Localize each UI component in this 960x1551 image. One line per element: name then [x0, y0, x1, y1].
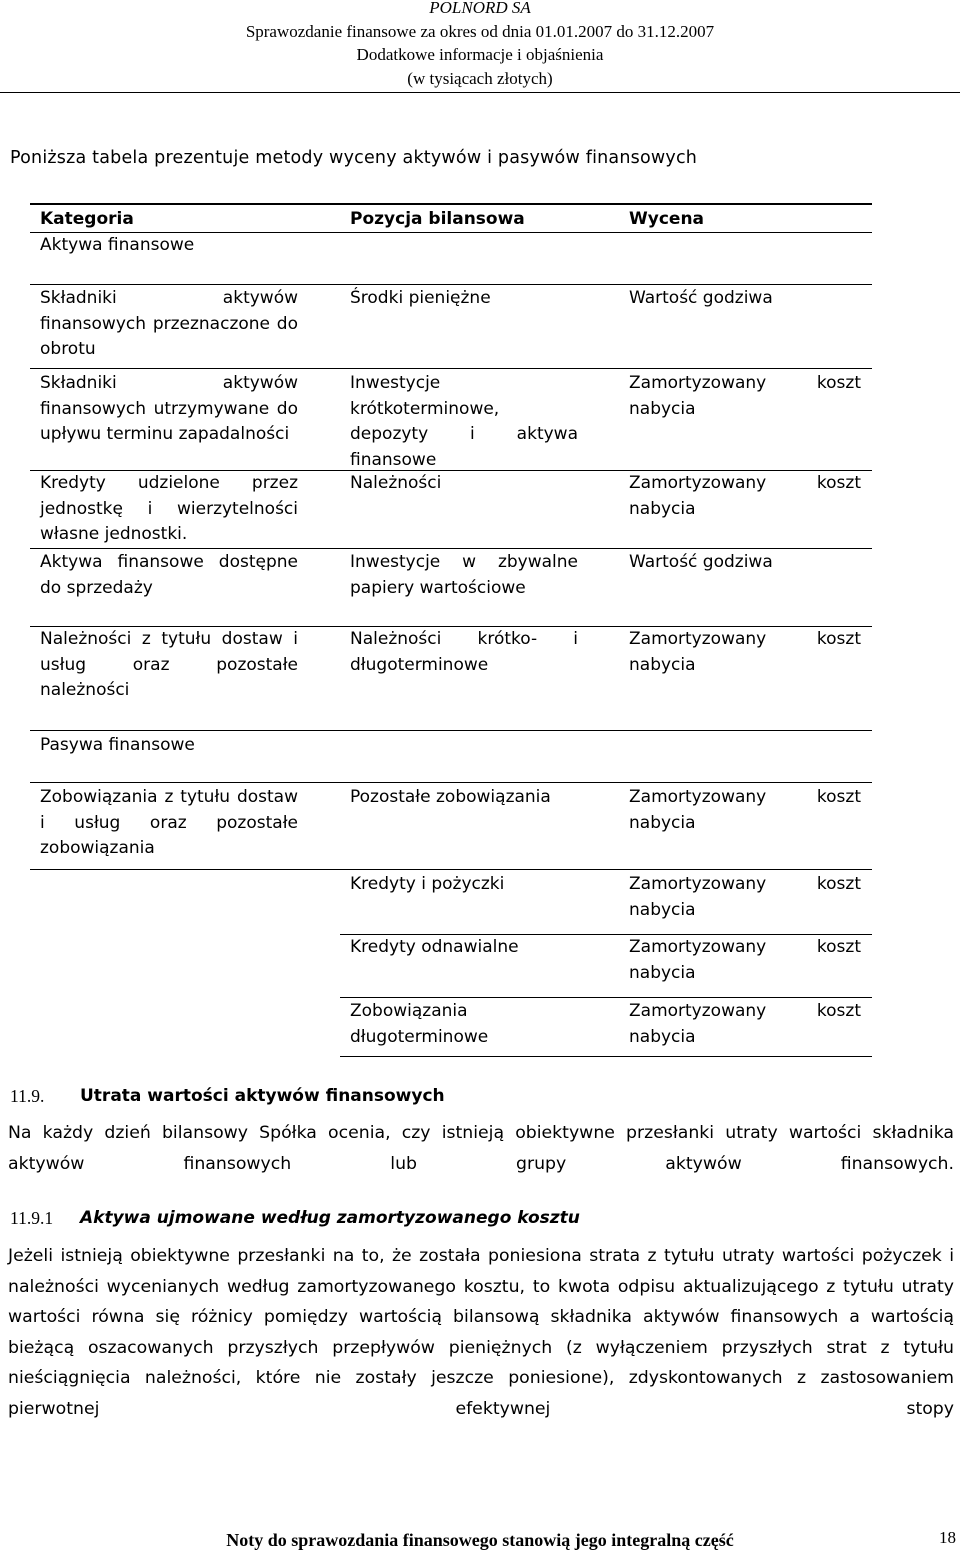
section-1191-number: 11.9.1 — [10, 1208, 54, 1228]
table-row-6-position: Pozostałe zobowiązania — [350, 787, 551, 807]
table-row-1-valuation: Wartość godziwa — [629, 288, 773, 308]
table-row-7-position: Kredyty i pożyczki — [350, 874, 505, 894]
row-1-rule — [30, 368, 872, 369]
table-row-3-category: Kredyty udzielone przez jednostkę i wierzytelności własne jednostki. — [40, 473, 298, 544]
section-title: Dodatkowe informacje i objaśnienia — [356, 45, 604, 64]
table-row-8-position: Kredyty odnawialne — [350, 937, 519, 957]
section-119-text: Na każdy dzień bilansowy Spółka ocenia, czy istnieją obiektywne przesłanki utraty wartości składnika aktywów finansowych lub grupy aktywów finansowych. — [8, 1123, 954, 1174]
table-row-5-category: Należności z tytułu dostaw i usług oraz pozostałe należności — [40, 629, 298, 700]
table-row-4-valuation: Wartość godziwa — [629, 552, 773, 572]
table-row-2-position: Inwestycje krótkoterminowe, depozyty i aktywa finansowe — [350, 373, 578, 470]
section-1191-text: Jeżeli istnieją obiektywne przesłanki na to, że została poniesiona strata z tytułu utraty wartości pożyczek i należności wycenianych według zamortyzowanego kosztu, to kwota odpisu aktualizującego z tytułu utraty wartości równa się różnicy pomiędzy wartością bilansową składnika aktywów finansowych a wartością bieżącą oszacowanych przyszłych przepływów pieniężnych (z wyłączeniem przyszłych strat z tytułu nieściągnięcia należności, które nie zostały jeszcze poniesione), zdyskontowanych z zastosowaniem pierwotnej efektywnej stopy — [8, 1246, 954, 1419]
row-3-rule — [30, 548, 872, 549]
assets-section-label: Aktywa finansowe — [40, 235, 195, 255]
header-position: Pozycja bilansowa — [350, 209, 525, 229]
table-row-1-category: Składniki aktywów finansowych przeznaczone do obrotu — [40, 288, 298, 359]
table-row-3-position: Należności — [350, 473, 442, 493]
table-row-4-category: Aktywa finansowe dostępne do sprzedaży — [40, 552, 298, 598]
table-row-2-category: Składniki aktywów finansowych utrzymywane do upływu terminu zapadalności — [40, 373, 298, 444]
table-row-3-valuation: Zamortyzowany koszt nabycia — [629, 473, 861, 519]
table-row-5-valuation: Zamortyzowany koszt nabycia — [629, 629, 861, 675]
header-divider — [0, 92, 960, 93]
table-row-1-position: Środki pieniężne — [350, 288, 491, 308]
table-bottom-rule — [340, 1056, 872, 1057]
table-row-9-valuation: Zamortyzowany koszt nabycia — [629, 1001, 861, 1047]
section-119-number: 11.9. — [10, 1086, 45, 1106]
table-row-7-valuation: Zamortyzowany koszt nabycia — [629, 874, 861, 920]
table-top-rule — [30, 203, 872, 205]
table-row-2-valuation: Zamortyzowany koszt nabycia — [629, 373, 861, 419]
table-row-6-category: Zobowiązania z tytułu dostaw i usług oraz pozostałe zobowiązania — [40, 787, 298, 858]
header-valuation: Wycena — [629, 209, 705, 229]
page-number: 18 — [939, 1528, 956, 1547]
liabilities-section-label: Pasywa finansowe — [40, 735, 195, 755]
table-row-5-position: Należności krótko- i długoterminowe — [350, 629, 578, 675]
table-row-4-position: Inwestycje w zbywalne papiery wartościowe — [350, 552, 578, 598]
liabilities-label-rule — [30, 782, 872, 783]
report-title: Sprawozdanie finansowe za okres od dnia 01.01.2007 do 31.12.2007 — [245, 22, 715, 41]
table-row-6-valuation: Zamortyzowany koszt nabycia — [629, 787, 861, 833]
section-1191-title: Aktywa ujmowane według zamortyzowanego kosztu — [80, 1208, 580, 1228]
intro-text: Poniższa tabela prezentuje metody wyceny aktywów i pasywów finansowych — [10, 148, 698, 168]
row-5-rule — [30, 730, 872, 731]
table-row-8-valuation: Zamortyzowany koszt nabycia — [629, 937, 861, 983]
section-119-title: Utrata wartości aktywów finansowych — [80, 1086, 445, 1106]
table-row-9-position: Zobowiązania długoterminowe — [350, 1001, 489, 1047]
units-note: (w tysiącach złotych) — [407, 69, 553, 88]
assets-label-rule — [30, 284, 872, 285]
row-6-rule — [30, 869, 872, 870]
row-8-rule — [340, 997, 872, 998]
header-category: Kategoria — [40, 209, 134, 229]
company-name: POLNORD SA — [429, 0, 531, 17]
page-footer: Noty do sprawozdania finansowego stanowią jego integralną część — [226, 1530, 734, 1550]
